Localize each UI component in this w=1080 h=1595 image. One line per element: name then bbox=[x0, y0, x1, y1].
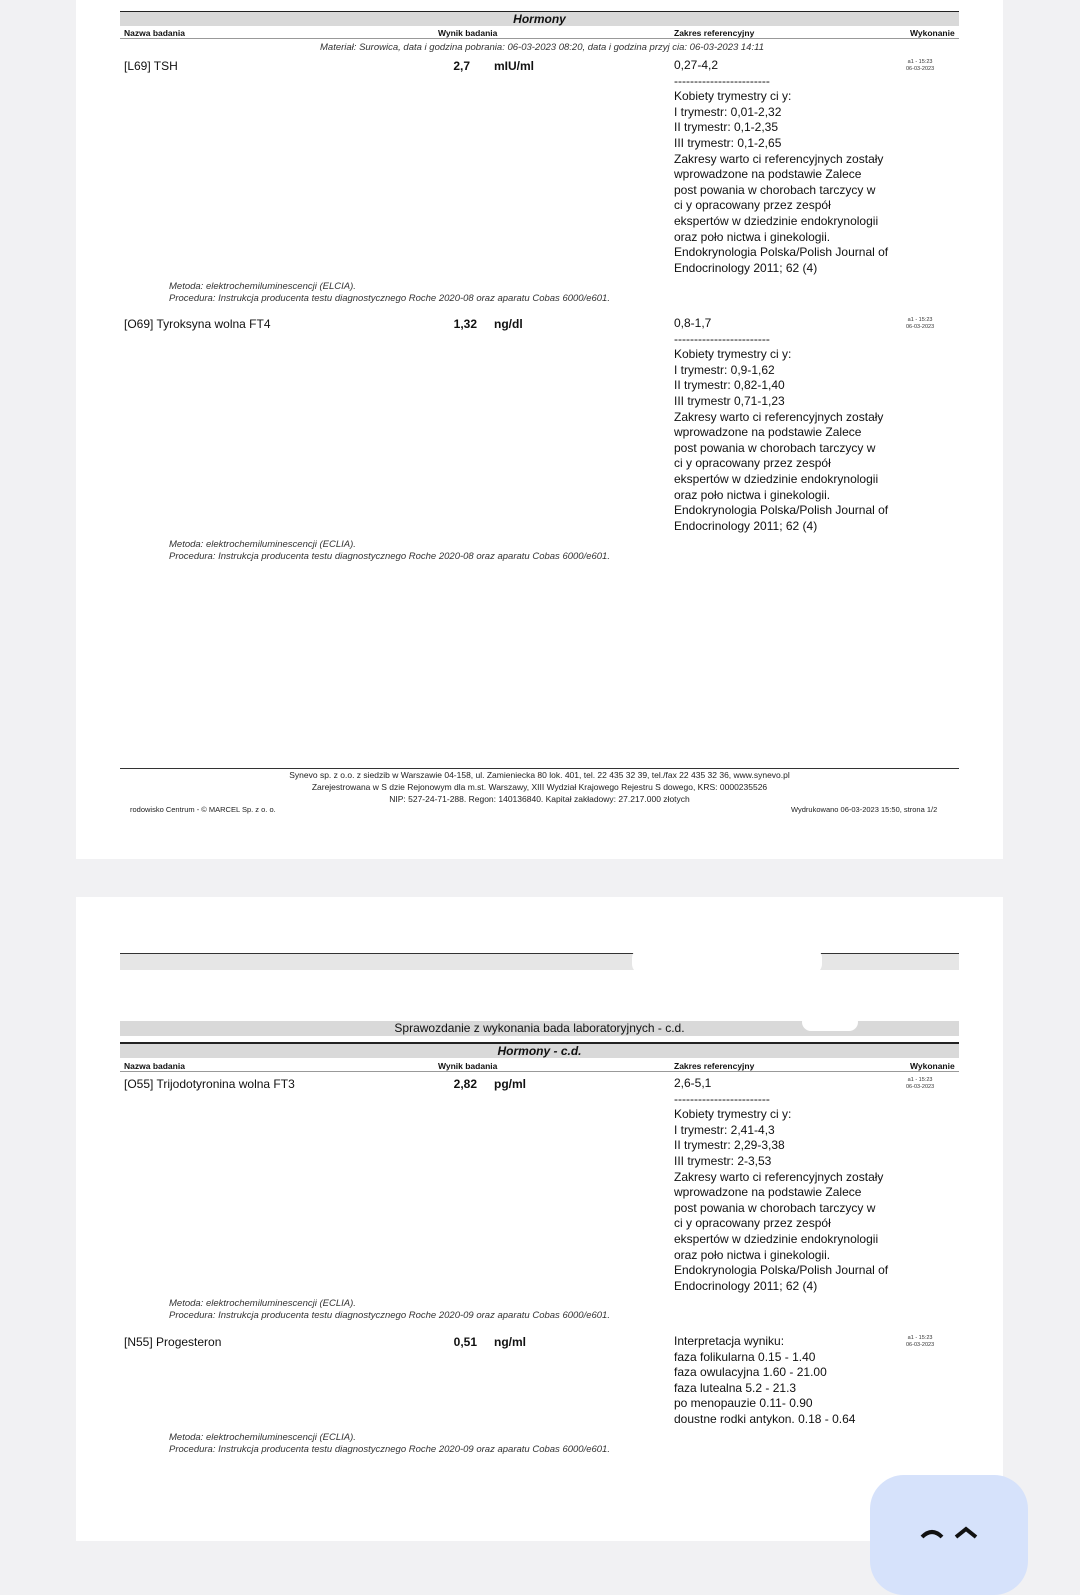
column-result-header: Wynik badania bbox=[438, 1061, 498, 1071]
reference-range: 0,8-1,7 ------------------------ Kobiety trymestry ci y: I trymestr: 0,9-1,62 II trymestr: 0,82-1,40 III trymestr 0,71-1,23 Zakresy warto ci referencyjnych zostały wprowadzone na podstawie Zalece post powania w chorobach tarczycy w ci y opracowany przez zespół ekspertów w dziedzinie endokrynologii oraz poło nictwa i ginekologii. Endokrynologia Polska/Polish Journal of Endocrinology 2011; 62 (4) bbox=[674, 316, 889, 533]
reference-range: Interpretacja wyniku: faza folikularna 0.15 - 1.40 faza owulacyjna 1.60 - 21.00 faza lutealna 5.2 - 21.3 po menopauzie 0.11- 0.90 doustne rodki antykon. 0.18 - 0.64 bbox=[674, 1334, 856, 1426]
column-name-header: Nazwa badania bbox=[124, 1061, 185, 1071]
material-info: Materiał: Surowica, data i godzina pobrania: 06-03-2023 08:20, data i godzina przyj cia: 06-03-2023 14:11 bbox=[320, 42, 764, 53]
column-ref-header: Zakres referencyjny bbox=[674, 1061, 755, 1071]
redaction-mark bbox=[802, 1013, 858, 1031]
test-value: 1,32 bbox=[453, 317, 477, 331]
execution-stamp: a1 - 15:23 06-03-2023 bbox=[906, 59, 935, 72]
test-unit: pg/ml bbox=[494, 1077, 526, 1091]
report-page-1 bbox=[76, 0, 1003, 859]
header-divider bbox=[120, 38, 959, 39]
execution-stamp: a1 - 15:23 06-03-2023 bbox=[906, 1077, 935, 1090]
reference-range: 0,27-4,2 ------------------------ Kobiety trymestry ci y: I trymestr: 0,01-2,32 II trymestr: 0,1-2,35 III trymestr: 0,1-2,65 Zakresy warto ci referencyjnych zostały wprowadzone na podstawie Zalece post powania w chorobach tarczycy w ci y opracowany przez zespół ekspertów w dziedzinie endokrynologii oraz poło nictwa i ginekologii. Endokrynologia Polska/Polish Journal of Endocrinology 2011; 62 (4) bbox=[674, 58, 889, 275]
column-done-header: Wykonanie bbox=[910, 28, 955, 38]
test-value: 2,7 bbox=[453, 59, 470, 73]
test-name: [O69] Tyroksyna wolna FT4 bbox=[124, 317, 271, 331]
test-unit: ng/dl bbox=[494, 317, 523, 331]
section-title: Hormony - c.d. bbox=[120, 1044, 959, 1058]
company-footer: Synevo sp. z o.o. z siedzib w Warszawie 04-158, ul. Zamieniecka 80 lok. 401, tel. 22 435 32 39, tel./fax 22 435 32 36, www.synevo.pl Zarejestrowana w S dzie Rejonowym dla m.st. Warszawy, XIII Wydział Krajowego Rejestru S dowego, KRS: 0000235526 NIP: 527-24-71-288. Regon: 140136840. Kapitał zakładowy: 27.217.000 złotych bbox=[289, 770, 790, 804]
test-method: Metoda: elektrochemiluminescencji (ECLIA). Procedura: Instrukcja producenta testu diagnostycznego Roche 2020-08 oraz aparatu Cobas 6000/e601. bbox=[169, 539, 610, 562]
floating-action-button[interactable] bbox=[870, 1475, 1028, 1595]
test-name: [O55] Trijodotyronina wolna FT3 bbox=[124, 1077, 295, 1091]
section-title: Hormony bbox=[120, 12, 959, 26]
column-ref-header: Zakres referencyjny bbox=[674, 28, 755, 38]
software-credit: rodowisko Centrum - © MARCEL Sp. z o. o. bbox=[130, 805, 276, 814]
redaction-mark bbox=[632, 948, 822, 974]
test-unit: mIU/ml bbox=[494, 59, 535, 73]
fab-icon bbox=[870, 1475, 1028, 1545]
test-value: 2,82 bbox=[453, 1077, 477, 1091]
test-method: Metoda: elektrochemiluminescencji (ECLIA). Procedura: Instrukcja producenta testu diagnostycznego Roche 2020-09 oraz aparatu Cobas 6000/e601. bbox=[169, 1298, 610, 1321]
test-method: Metoda: elektrochemiluminescencji (ECLIA). Procedura: Instrukcja producenta testu diagnostycznego Roche 2020-09 oraz aparatu Cobas 6000/e601. bbox=[169, 1432, 610, 1455]
test-name: [L69] TSH bbox=[124, 59, 178, 73]
report-page-2 bbox=[76, 897, 1003, 1541]
reference-range: 2,6-5,1 ------------------------ Kobiety trymestry ci y: I trymestr: 2,41-4,3 II trymestr: 2,29-3,38 III trymestr: 2-3,53 Zakresy warto ci referencyjnych zostały wprowadzone na podstawie Zalece post powania w chorobach tarczycy w ci y opracowany przez zespół ekspertów w dziedzinie endokrynologii oraz poło nictwa i ginekologii. Endokrynologia Polska/Polish Journal of Endocrinology 2011; 62 (4) bbox=[674, 1076, 889, 1293]
test-name: [N55] Progesteron bbox=[124, 1335, 222, 1349]
column-name-header: Nazwa badania bbox=[124, 28, 185, 38]
print-info: Wydrukowano 06-03-2023 15:50, strona 1/2 bbox=[791, 805, 938, 814]
execution-stamp: a1 - 15:23 06-03-2023 bbox=[906, 317, 935, 330]
column-done-header: Wykonanie bbox=[910, 1061, 955, 1071]
redacted-header bbox=[120, 954, 959, 970]
report-title: Sprawozdanie z wykonania bada laboratoryjnych - c.d. bbox=[394, 1021, 685, 1035]
column-result-header: Wynik badania bbox=[438, 28, 498, 38]
execution-stamp: a1 - 15:23 06-03-2023 bbox=[906, 1335, 935, 1348]
test-value: 0,51 bbox=[453, 1335, 477, 1349]
test-method: Metoda: elektrochemiluminescencji (ELCIA). Procedura: Instrukcja producenta testu diagnostycznego Roche 2020-08 oraz aparatu Cobas 6000/e601. bbox=[169, 281, 610, 304]
test-unit: ng/ml bbox=[494, 1335, 526, 1349]
header-divider bbox=[120, 1071, 959, 1072]
